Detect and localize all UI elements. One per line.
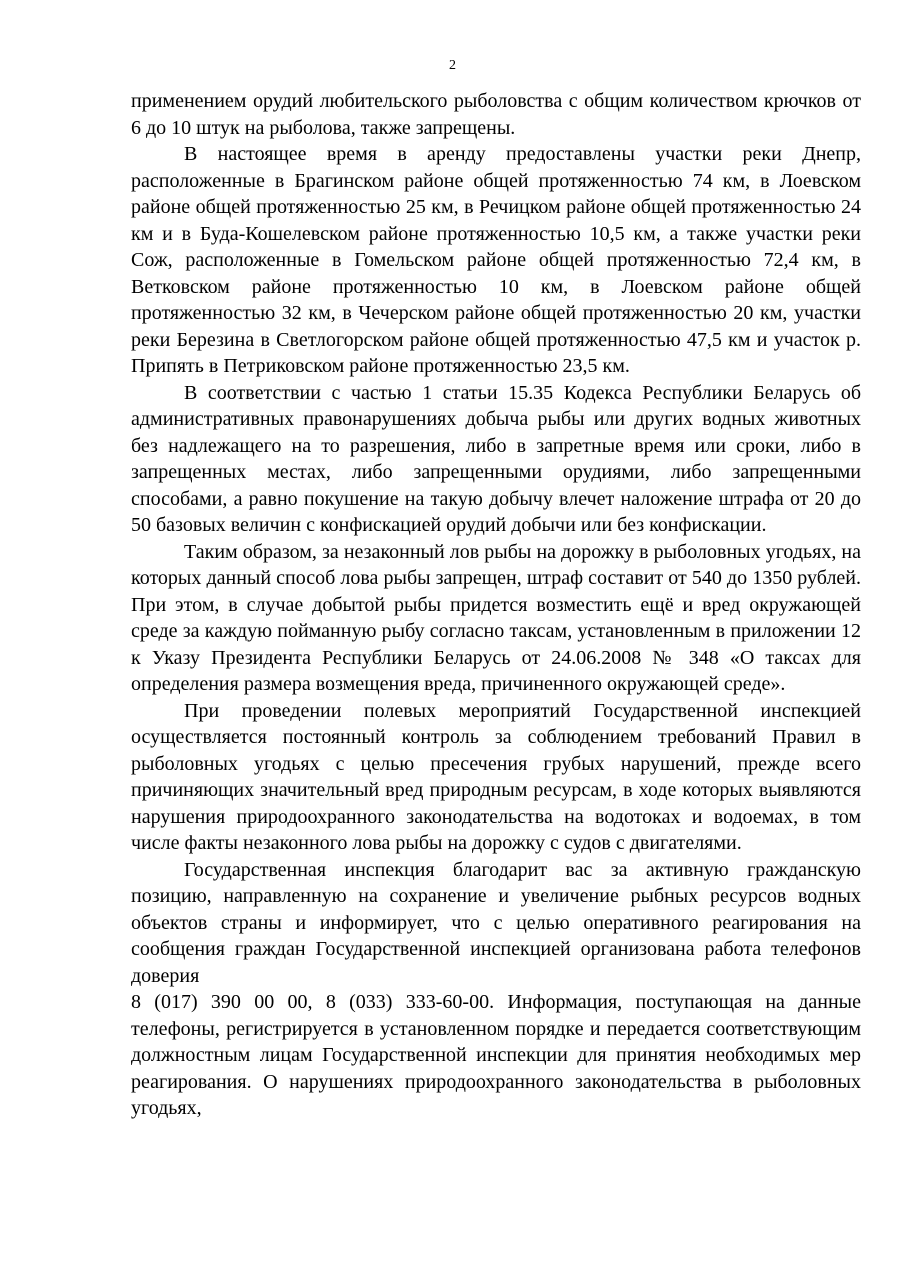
paragraph-fine-amount: Таким образом, за незаконный лов рыбы на дорожку в рыболовных угодьях, на которых данный способ лова рыбы запрещен, штраф составит от 540 до 1350 рублей. При этом, в случае добытой рыбы придется возместить ещё и вред окружающей среде за каждую пойманную рыбу согласно таксам, установленным в приложении 12 к Указу Президента Республики Беларусь от 24.06.2008 № 348 «О таксах для определения размера возмещения вреда, причиненного окружающей среде». <box>131 540 861 695</box>
hotline-phone-text: 8 (017) 390 00 00, 8 (033) 333-60-00. Информация, поступающая на данные телефоны, регистрируется в установленном порядке и передается соответствующим должностным лицам Государственной инспекции для принятия необходимых мер реагирования. О нарушениях природоохранного законодательства в рыболовных угодьях, <box>131 991 861 1119</box>
paragraph-fishing-gear-prohibition: применением орудий любительского рыболовства с общим количеством крючков от 6 до 10 штук на рыболова, также запрещены. <box>131 90 861 139</box>
page-number: 2 <box>449 58 456 73</box>
paragraph-administrative-code: В соответствии с частью 1 статьи 15.35 Кодекса Республики Беларусь об административных правонарушениях добыча рыбы или других водных животных без надлежащего на то разрешения, либо в запретные время или сроки, либо в запрещенных местах, либо запрещенными орудиями, либо запрещенными способами, а равно покушение на такую добычу влечет наложение штрафа от 20 до 50 базовых величин с конфискацией орудий добычи или без конфискации. <box>131 381 861 536</box>
hotline-intro-text: Государственная инспекция благодарит вас за активную гражданскую позицию, направленную на сохранение и увеличение рыбных ресурсов водных объектов страны и информирует, что с целью оперативного реагирования на сообщения граждан Государственной инспекцией организована работа телефонов доверия <box>131 858 861 987</box>
paragraph-leased-river-sections: В настоящее время в аренду предоставлены участки реки Днепр, расположенные в Брагинском районе общей протяженностью 74 км, в Лоевском районе общей протяженностью 25 км, в Речицком районе общей протяженностью 24 км и в Буда-Кошелевском районе протяженностью 10,5 км, а также участки реки Сож, расположенные в Гомельском районе общей протяженностью 72,4 км, в Ветковском районе протяженностью 10 км, в Лоевском районе общей протяженностью 32 км, в Чечерском районе общей протяженностью 20 км, участки реки Березина в Светлогорском районе общей протяженностью 47,5 км и участок р. Припять в Петриковском районе протяженностью 23,5 км. <box>131 143 861 377</box>
document-body <box>131 88 861 1122</box>
paragraph-field-inspections: При проведении полевых мероприятий Государственной инспекцией осуществляется постоянный контроль за соблюдением требований Правил в рыболовных угодьях с целью пресечения грубых нарушений, прежде всего причиняющих значительный вред природным ресурсам, в ходе которых выявляются нарушения природоохранного законодательства на водотоках и водоемах, в том числе факты незаконного лова рыбы на дорожку с судов с двигателями. <box>131 699 861 854</box>
paragraph-hotline-info <box>131 857 861 1122</box>
